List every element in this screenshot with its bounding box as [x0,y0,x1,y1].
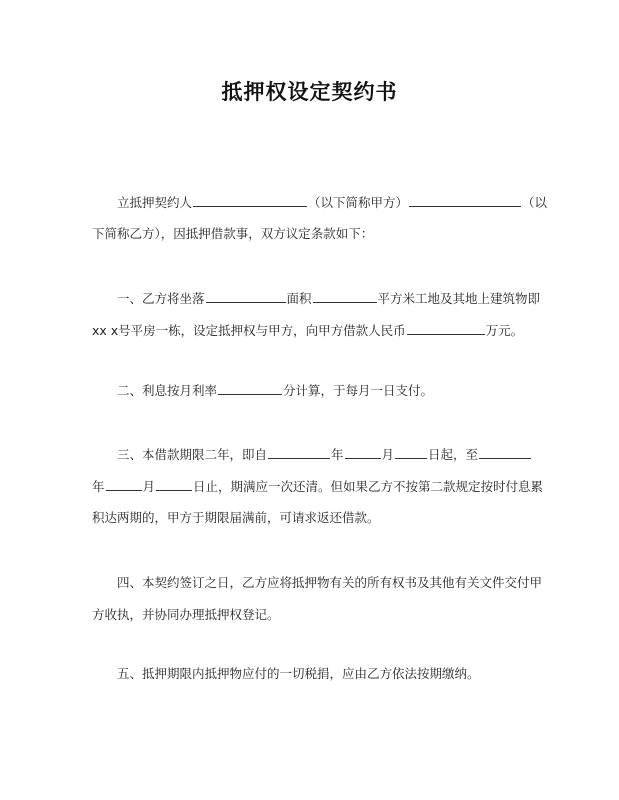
clause-text: 平方米工地及其地上建筑物即 [377,291,541,306]
clause-text: 三、本借款期限二年，即自 [117,447,268,462]
clause-text: 万元。 [485,323,524,338]
clause-3-line-1 [117,446,532,463]
clause-4-line-2: 方收执，并协同办理抵押权登记。 [92,607,280,622]
clause-text: 一、乙方将坐落 [117,291,205,306]
document-title: 抵押权设定契约书 [221,80,398,104]
clause-3-line-3: 积达两期的，甲方于期限届满前，可请求返还借款。 [92,510,380,525]
clause-text: 面积 [286,291,312,306]
clause-4-line-1: 四、本契约签订之日，乙方应将抵押物有关的所有权书及其他有关文件交付甲 [117,575,543,590]
preamble-text: 立抵押契约人 [117,195,193,210]
clause-text: 年 [92,479,105,494]
interest-rate-blank[interactable] [218,382,282,395]
clause-text: 月 [142,479,156,494]
party-a-blank[interactable] [193,194,307,207]
preamble-line-2: 下简称乙方），因抵押借款事，双方议定条款如下： [92,226,374,241]
start-year-blank[interactable] [268,446,330,459]
clause-text: 日止，期满应一次还清。但如果乙方不按第二款规定按时付息累 [193,479,544,494]
preamble-line-1 [117,194,547,211]
end-day-blank[interactable] [156,478,192,491]
clause-text: 年 [331,447,344,462]
party-b-blank[interactable] [409,194,521,207]
clause-text: 日起，至 [428,447,479,462]
clause-text: 二、利息按月利率 [117,383,218,398]
clause-1-line-2 [92,322,523,339]
preamble-text: （以 [522,195,548,210]
area-blank[interactable] [313,290,377,303]
end-month-blank[interactable] [106,478,142,491]
loan-amount-blank[interactable] [407,322,485,335]
clause-text: xx x号平房一栋，设定抵押权与甲方，向甲方借款人民币 [92,323,406,338]
end-year-blank[interactable] [479,446,531,459]
location-blank[interactable] [206,290,286,303]
preamble-text: （以下简称甲方） [308,195,409,210]
clause-text: 分计算，于每月一日支付。 [283,383,434,398]
clause-text: 月 [381,447,395,462]
start-day-blank[interactable] [395,446,427,459]
clause-2 [117,382,433,399]
clause-3-line-2 [92,478,543,495]
start-month-blank[interactable] [345,446,381,459]
clause-5-line-1: 五、抵押期限内抵押物应付的一切税捐，应由乙方依法按期缴纳。 [117,666,480,681]
clause-1-line-1 [117,290,540,307]
